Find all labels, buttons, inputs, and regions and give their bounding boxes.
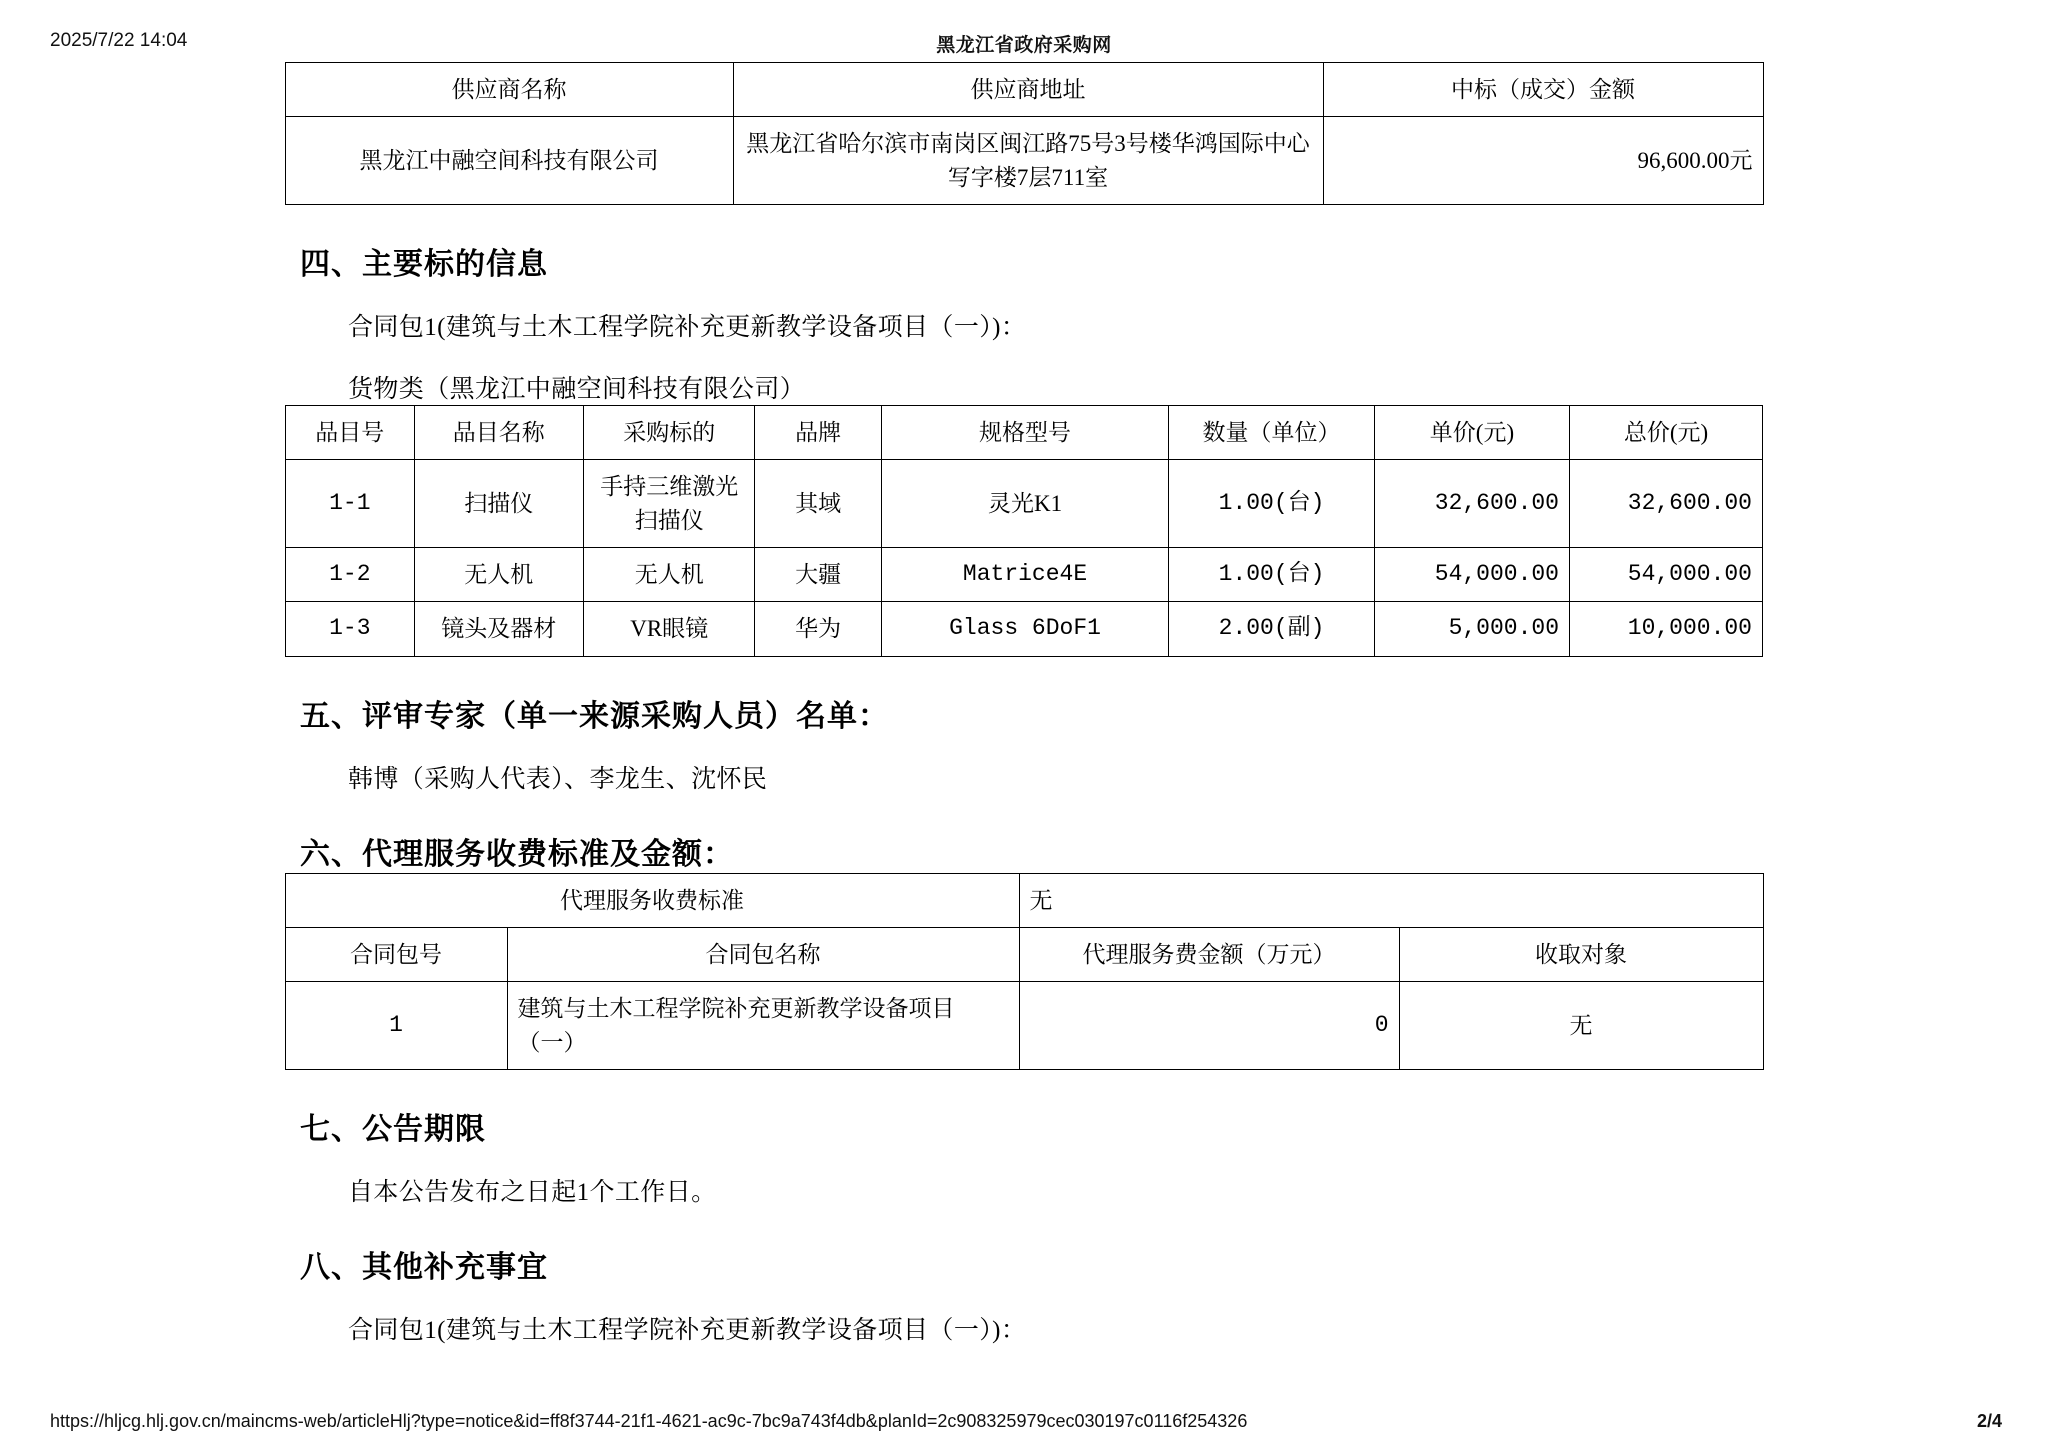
table-header-row	[285, 928, 1763, 982]
section-heading-five: 五、评审专家（单一来源采购人员）名单：	[300, 699, 889, 733]
table-row	[286, 548, 1763, 602]
table-header-row	[286, 406, 1763, 460]
site-title: 黑龙江省政府采购网	[936, 35, 1112, 56]
table-row	[285, 117, 1763, 205]
source-url: https://hljcg.hlj.gov.cn/maincms-web/articleHlj?type=notice&id=ff8f3744-21f1-4621-ac9c-7bc9a743f4db&planId=2c908325979cec030197c0116f254326	[50, 1411, 1248, 1431]
item-no: 1-3	[286, 602, 415, 656]
fee-standard-label: 代理服务收费标准	[285, 873, 1019, 927]
fee-standard-value: 无	[1019, 873, 1763, 927]
column-header-purchase-target: 采购标的	[583, 406, 754, 460]
brand: 华为	[755, 602, 881, 656]
table-header-row	[285, 63, 1763, 117]
column-header-total-price: 总价(元)	[1570, 406, 1763, 460]
unit-price: 5,000.00	[1374, 602, 1569, 656]
column-header-fee-payer: 收取对象	[1399, 928, 1763, 982]
spec-model: Glass 6DoF1	[881, 602, 1168, 656]
column-header-award-amount: 中标（成交）金额	[1323, 63, 1763, 117]
column-header-brand: 品牌	[755, 406, 881, 460]
print-date: 2025/7/22 14:04	[50, 30, 188, 51]
unit-price: 54,000.00	[1374, 548, 1569, 602]
column-header-supplier-address: 供应商地址	[733, 63, 1323, 117]
package-no: 1	[285, 982, 507, 1070]
document-content	[0, 62, 2048, 1346]
column-header-quantity: 数量（单位）	[1169, 406, 1375, 460]
column-header-package-name: 合同包名称	[507, 928, 1019, 982]
supplier-table	[285, 62, 1764, 205]
section-eight-line-1: 合同包1(建筑与土木工程学院补充更新教学设备项目（一）)：	[348, 1317, 1027, 1345]
table-row	[286, 460, 1763, 548]
column-header-package-no: 合同包号	[285, 928, 507, 982]
column-header-fee-amount: 代理服务费金额（万元）	[1019, 928, 1399, 982]
award-amount: 96,600.00元	[1323, 117, 1763, 205]
spec-model: Matrice4E	[881, 548, 1168, 602]
agency-fee-table	[285, 873, 1764, 1070]
section-four-line-2: 货物类（黑龙江中融空间科技有限公司）	[348, 376, 806, 404]
total-price: 32,600.00	[1570, 460, 1763, 548]
column-header-spec-model: 规格型号	[881, 406, 1168, 460]
section-heading-seven: 七、公告期限	[300, 1113, 486, 1147]
item-name: 扫描仪	[414, 460, 583, 548]
column-header-unit-price: 单价(元)	[1374, 406, 1569, 460]
section-heading-four: 四、主要标的信息	[300, 248, 548, 282]
brand: 其域	[755, 460, 881, 548]
item-no: 1-2	[286, 548, 415, 602]
section-heading-six: 六、代理服务收费标准及金额：	[300, 837, 734, 871]
fee-payer: 无	[1399, 982, 1763, 1070]
item-no: 1-1	[286, 460, 415, 548]
supplier-name: 黑龙江中融空间科技有限公司	[285, 117, 733, 205]
section-five-line-1: 韩博（采购人代表）、李龙生、沈怀民	[348, 765, 768, 793]
section-heading-eight: 八、其他补充事宜	[300, 1251, 548, 1285]
table-row	[286, 602, 1763, 656]
column-header-item-no: 品目号	[286, 406, 415, 460]
item-name: 无人机	[414, 548, 583, 602]
purchase-target: 无人机	[583, 548, 754, 602]
section-seven-line-1: 自本公告发布之日起1个工作日。	[348, 1179, 717, 1207]
quantity: 1.00(台)	[1169, 548, 1375, 602]
purchase-target: VR眼镜	[583, 602, 754, 656]
fee-amount: 0	[1019, 982, 1399, 1070]
unit-price: 32,600.00	[1374, 460, 1569, 548]
table-row	[285, 873, 1763, 927]
table-row	[285, 982, 1763, 1070]
purchase-target: 手持三维激光扫描仪	[583, 460, 754, 548]
brand: 大疆	[755, 548, 881, 602]
print-header	[0, 30, 2048, 58]
column-header-supplier-name: 供应商名称	[285, 63, 733, 117]
item-name: 镜头及器材	[414, 602, 583, 656]
items-table	[285, 405, 1763, 657]
section-four-line-1: 合同包1(建筑与土木工程学院补充更新教学设备项目（一）)：	[348, 314, 1027, 342]
page-number: 2/4	[1976, 1411, 2002, 1431]
spec-model: 灵光K1	[881, 460, 1168, 548]
supplier-address: 黑龙江省哈尔滨市南岗区闽江路75号3号楼华鸿国际中心写字楼7层711室	[733, 117, 1323, 205]
quantity: 1.00(台)	[1169, 460, 1375, 548]
quantity: 2.00(副)	[1169, 602, 1375, 656]
total-price: 54,000.00	[1570, 548, 1763, 602]
total-price: 10,000.00	[1570, 602, 1763, 656]
package-name: 建筑与土木工程学院补充更新教学设备项目（一）	[507, 982, 1019, 1070]
column-header-item-name: 品目名称	[414, 406, 583, 460]
